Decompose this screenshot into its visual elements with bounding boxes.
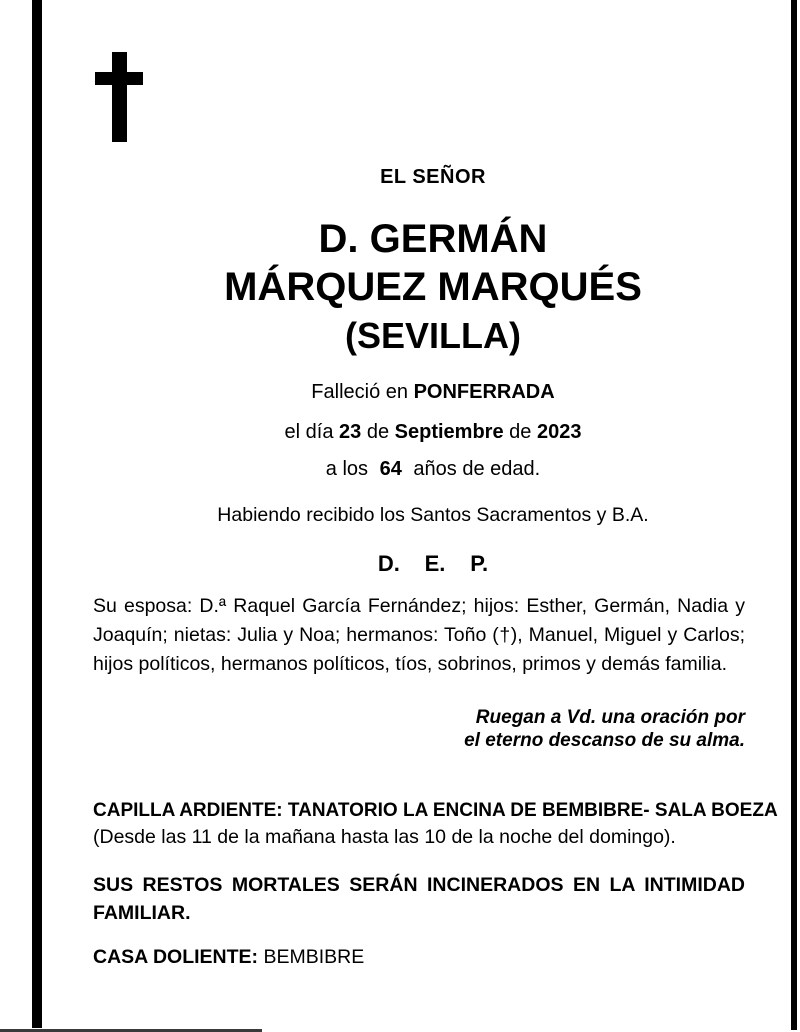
prayer-plea-line2: el eterno descanso de su alma. — [464, 730, 745, 751]
death-year: 2023 — [536, 421, 582, 443]
prayer-plea — [93, 706, 745, 752]
deceased-name-line1: D. GERMÁN — [318, 217, 548, 261]
death-month: Septiembre — [394, 421, 504, 443]
death-date-line — [93, 421, 745, 444]
honorific: EL SEÑOR — [380, 166, 486, 188]
mourning-home-line — [93, 946, 745, 969]
deceased-nickname: (SEVILLA) — [345, 315, 521, 356]
cross-horizontal-bar — [95, 72, 143, 85]
cremation-line: SUS RESTOS MORTALES SERÁN INCINERADOS EN LA INTIMIDAD FAMILIAR. — [93, 874, 745, 924]
left-frame-border — [32, 0, 42, 1028]
age-value: 64 — [379, 458, 402, 480]
deceased-name-line2: MÁRQUEZ MARQUÉS — [224, 265, 642, 309]
mourning-home-label: CASA DOLIENTE: — [93, 946, 259, 968]
death-place: PONFERRADA — [413, 381, 555, 403]
age-line — [93, 458, 745, 481]
chapel-line: CAPILLA ARDIENTE: TANATORIO LA ENCINA DE BEMBIBRE- SALA BOEZA — [93, 800, 778, 821]
death-date-prefix: el día — [284, 421, 334, 443]
death-place-prefix: Falleció en — [311, 381, 409, 403]
family-paragraph: Su esposa: D.ª Raquel García Fernández; hijos: Esther, Germán, Nadia y Joaquín; nietas: Julia y Noa; hermanos: Toño (†), Manuel, Miguel y Carlos; hijos políticos, hermanos políticos, tíos, sobrinos, primos y demás familia. — [93, 595, 745, 675]
prayer-plea-line1: Ruegan a Vd. una oración por — [475, 707, 745, 728]
mourning-cross-icon — [95, 52, 143, 142]
mourning-home-place: BEMBIBRE — [263, 946, 365, 968]
sacraments-line: Habiendo recibido los Santos Sacramentos y B.A. — [217, 504, 649, 526]
chapel-hours-line: (Desde las 11 de la mañana hasta las 10 de la noche del domingo). — [93, 826, 676, 848]
age-suffix: años de edad. — [413, 458, 541, 480]
right-frame-border — [791, 0, 797, 1030]
dep-line: D. E. P. — [377, 551, 489, 576]
death-date-de2: de — [509, 421, 532, 443]
death-date-de1: de — [366, 421, 390, 443]
death-place-line — [93, 381, 745, 404]
cross-vertical-bar — [112, 52, 127, 142]
death-day: 23 — [339, 421, 362, 443]
age-prefix: a los — [325, 458, 369, 480]
